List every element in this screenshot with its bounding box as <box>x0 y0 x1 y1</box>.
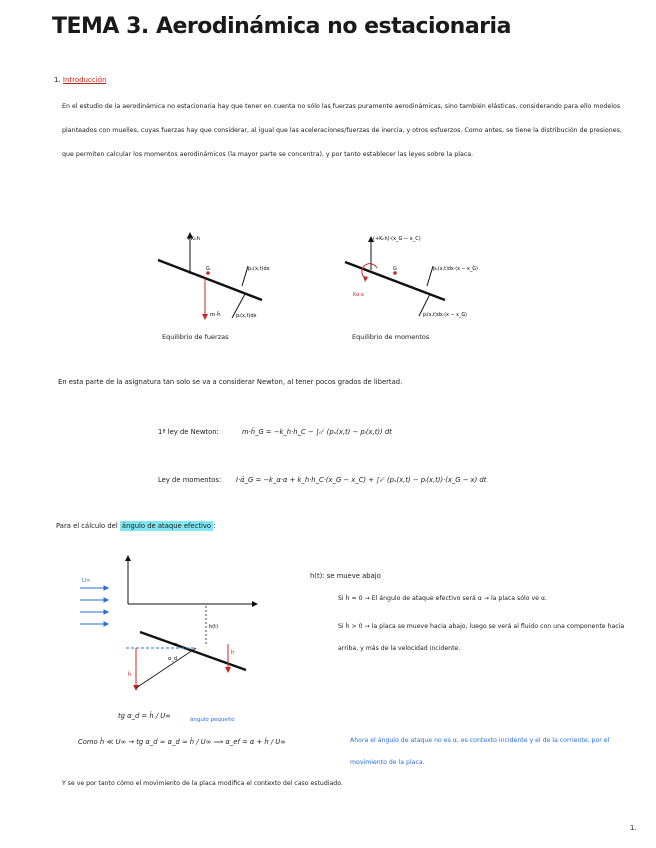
newton-label: 1ª ley de Newton: <box>158 428 219 436</box>
final-paragraph: Y se ve por tanto cómo el movimiento de la placa modifica el contexto del caso estudiado. <box>62 780 343 787</box>
forces-diagram <box>150 222 280 322</box>
moments-caption: Equilibrio de momentos <box>352 333 430 341</box>
label-upper-pressure-moment: pₛ(x,t)dx·(x − x_G) <box>433 267 478 272</box>
label-alpha-d: α_d <box>168 656 177 662</box>
effective-angle-highlight: ángulo de ataque efectivo <box>121 522 212 530</box>
label-alpha-moment: Kα·α <box>353 293 364 298</box>
effective-angle-intro <box>56 522 215 530</box>
moments-diagram <box>335 222 495 322</box>
como-equation: Como ḣ ≪ U∞ → tg α_d ≈ α_d ≈ ḣ / U∞ ⟹ α_ef = α + ḣ / U∞ <box>78 738 286 746</box>
intro-paragraph: En el estudio de la aerodinámica no estacionaria hay que tener en cuenta no sólo las fuerzas puramente aerodinámicas, sino también elásticas, considerando para ello modelos planteados con muelles, cuyas fuerzas hay que considerar, al igual que las aceleraciones/fuerzas de inercia, y otros esfuerzos. Como antes, se tiene la distribución de presiones, que permiten calcular los momentos aerodinámicos (la mayor parte se concentra), y por tanto establecer las leyes sobre la placa. <box>62 103 622 158</box>
moments-equation: I·α̈_G = −k_α·α + k_h·h_C·(x_G − x_C) + ∫₀ᶜ (pₛ(x,t) − pᵢ(x,t))·(x_G − x) dt <box>236 476 487 484</box>
moments-label: Ley de momentos: <box>158 476 222 484</box>
equations-intro: En esta parte de la asignatura tan solo se va a considerar Newton, al tener pocos grados de libertad. <box>58 378 403 386</box>
page-number: 1. <box>630 824 637 832</box>
bullet-1: Si ḣ = 0 → El ángulo de ataque efectivo será α → la placa sólo ve α. <box>338 595 547 602</box>
section-heading-label: Introducción <box>62 76 107 84</box>
label-freestream: U∞ <box>82 578 91 584</box>
label-g: G <box>206 266 210 272</box>
bullet-2: Si ḣ > 0 → la placa se mueve hacia abajo, luego se verá al fluido con una componente hacia arriba, y más de la velocidad incidente. <box>338 623 625 652</box>
label-upper-pressure: pₛ(x,t)dx <box>248 266 270 272</box>
effective-angle-colon: : <box>213 522 216 530</box>
incoming-flow-arrows <box>80 586 108 626</box>
blue-note: Ahora el ángulo de ataque no es α, es contexto incidente y el de la corriente, por el movimiento de la placa. <box>350 737 610 766</box>
label-lower-pressure: pᵢ(x,t)dx <box>236 313 257 319</box>
forces-caption: Equilibrio de fuerzas <box>162 333 229 341</box>
effective-angle-diagram <box>70 548 260 698</box>
label-lower-pressure-moment: pᵢ(x,t)dx·(x − x_G) <box>423 313 467 318</box>
label-g: G <box>393 266 397 272</box>
section-number: 1. <box>54 76 61 84</box>
effective-angle-intro-text: Para el cálculo del <box>56 522 118 530</box>
page-title: TEMA 3. Aerodinámica no estacionaria <box>52 14 511 39</box>
label-hdot: ḣ <box>231 650 235 656</box>
label-spring-force: +Kₕh <box>186 236 200 242</box>
plate-line <box>158 260 262 300</box>
tan-equation: tg α_d = ḣ / U∞ <box>118 712 171 720</box>
section-heading <box>54 76 106 84</box>
label-hdot-triangle: ḣ <box>128 672 132 678</box>
newton-equation: m·ḧ_G = −k_h·h_C − ∫₀ᶜ (pₛ(x,t) − pᵢ(x,t)) dt <box>242 428 392 436</box>
small-angle-label: ángulo pequeño <box>190 717 235 723</box>
label-alpha: α <box>174 642 178 648</box>
label-weight: m·ḧ <box>210 312 221 318</box>
h-note: h(t): se mueve abajo <box>310 572 381 580</box>
label-spring-moment: (+Kₕh)·(x_G − x_C) <box>373 236 421 242</box>
label-h: h(t) <box>209 624 219 630</box>
